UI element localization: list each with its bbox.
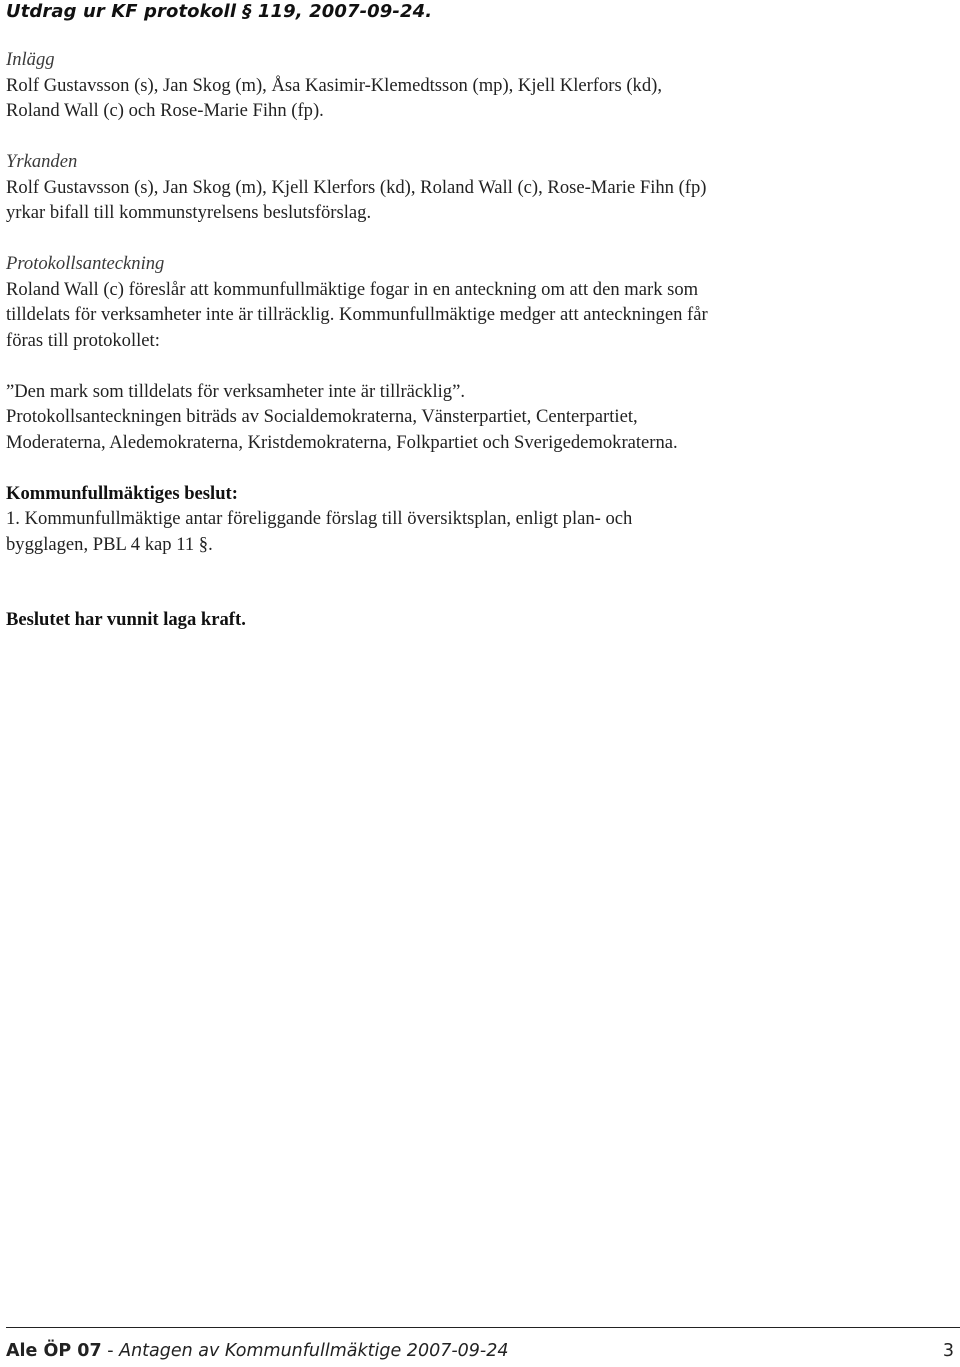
section-yrkanden: [6, 149, 718, 226]
yrkanden-text: Rolf Gustavsson (s), Jan Skog (m), Kjell Klerfors (kd), Roland Wall (c), Rose-Marie Fihn (fp) yrkar bifall till kommunstyrelsens beslutsförslag.: [6, 176, 707, 223]
section-inlagg: [6, 47, 718, 124]
heading-inlagg: Inlägg: [6, 49, 55, 70]
footer-page-number: 3: [942, 1341, 954, 1361]
section-beslut: [6, 481, 718, 558]
page-footer: [6, 1338, 954, 1364]
laga-kraft-statement: Beslutet har vunnit laga kraft.: [6, 609, 246, 630]
page-header-title: Utdrag ur KF protokoll § 119, 2007-09-24.: [6, 1, 433, 22]
footer-separator: -: [101, 1341, 120, 1361]
protokollsanteckning-quote: ”Den mark som tilldelats för verksamheter inte är tillräcklig”.: [6, 380, 465, 402]
protokollsanteckning-text: Roland Wall (c) föreslår att kommunfullmäktige fogar in en anteckning om att den mark som tilldelats för verksamheter inte är tillräcklig. Kommunfullmäktige medger att anteckningen får föras till protokollet:: [6, 278, 708, 351]
document-body: [6, 47, 718, 633]
spacer: [6, 557, 718, 607]
section-support: [6, 404, 718, 455]
beslut-item-1: 1. Kommunfullmäktige antar föreliggande förslag till översiktsplan, enligt plan- och bygglagen, PBL 4 kap 11 §.: [6, 508, 633, 555]
footer-doc-subtitle: Antagen av Kommunfullmäktige 2007-09-24: [119, 1341, 509, 1361]
footer-left: [6, 1338, 509, 1364]
heading-beslut: Kommunfullmäktiges beslut:: [6, 482, 238, 504]
heading-protokollsanteckning: Protokollsanteckning: [6, 253, 165, 274]
inlagg-text: Rolf Gustavsson (s), Jan Skog (m), Åsa Kasimir-Klemedtsson (mp), Kjell Klerfors (kd), Roland Wall (c) och Rose-Marie Fihn (fp).: [6, 74, 662, 121]
footer-doc-id: Ale ÖP 07: [6, 1341, 102, 1361]
protokollsanteckning-support: Protokollsanteckningen biträds av Socialdemokraterna, Vänsterpartiet, Centerpartiet, Moderaterna, Aledemokraterna, Kristdemokraterna, Folkpartiet och Sverigedemokraterna.: [6, 406, 678, 453]
footer-divider: [6, 1327, 960, 1328]
heading-yrkanden: Yrkanden: [6, 151, 78, 172]
section-protokollsanteckning: [6, 251, 718, 353]
